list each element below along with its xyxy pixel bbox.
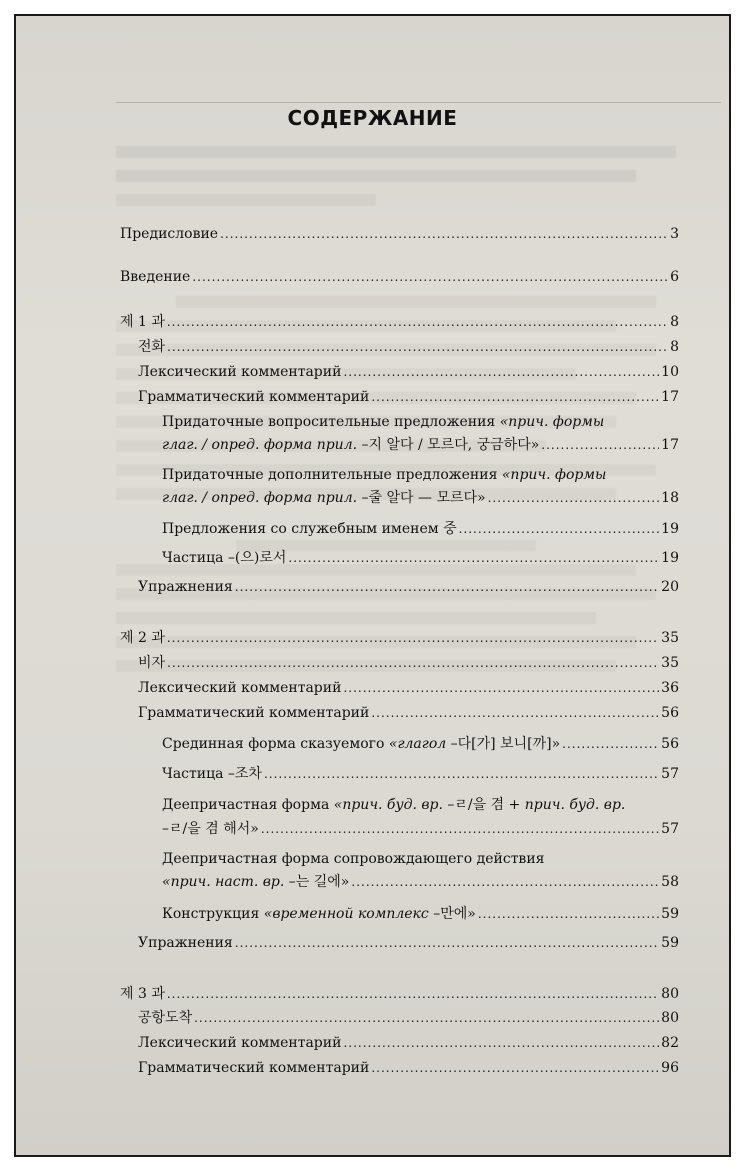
toc-page-number: 59 bbox=[661, 935, 679, 951]
entry-italic-text: «прич. буд. вр. bbox=[333, 797, 443, 813]
dot-leader bbox=[562, 734, 659, 754]
toc-entry-median-form[interactable] bbox=[162, 734, 679, 754]
toc-entry-airport-arrival[interactable] bbox=[138, 1008, 679, 1028]
dot-leader bbox=[343, 1033, 659, 1053]
dot-leader bbox=[371, 703, 659, 723]
toc-entry-particle-euroseo[interactable] bbox=[162, 548, 679, 568]
book-page bbox=[14, 14, 731, 1157]
toc-entry-exercises-2[interactable] bbox=[138, 933, 679, 953]
toc-entry-lexical-1[interactable] bbox=[138, 362, 679, 382]
toc-page-number: 57 bbox=[661, 821, 679, 837]
toc-entry-preface[interactable] bbox=[120, 224, 679, 244]
toc-entry-accompanying-action-line1[interactable] bbox=[162, 849, 544, 869]
dot-leader bbox=[288, 548, 659, 568]
toc-entry-grammar-2[interactable] bbox=[138, 703, 679, 723]
toc-entry-object-clauses-line1[interactable] bbox=[162, 465, 606, 485]
toc-page-number: 59 bbox=[661, 906, 679, 922]
toc-entry-title bbox=[162, 872, 349, 892]
toc-entry-particle-joca[interactable] bbox=[162, 764, 679, 784]
bleed-through-header-rule bbox=[116, 102, 721, 103]
toc-page-number: 56 bbox=[661, 736, 679, 752]
toc-entry-service-noun[interactable] bbox=[162, 519, 679, 539]
toc-entry-visa[interactable] bbox=[138, 653, 679, 673]
toc-entry-title: Упражнения bbox=[138, 579, 233, 595]
toc-page-number: 56 bbox=[661, 705, 679, 721]
toc-entry-title: 제 1 과 bbox=[120, 314, 165, 330]
toc-page-number: 10 bbox=[661, 364, 679, 380]
entry-italic-text: прич. буд. вр. bbox=[524, 797, 626, 813]
page-title: СОДЕРЖАНИЕ bbox=[287, 106, 458, 130]
toc-page-number: 82 bbox=[661, 1035, 679, 1051]
entry-text: Деепричастная форма сопровождающего действия bbox=[162, 851, 545, 867]
dot-leader bbox=[371, 1058, 659, 1078]
toc-page-number: 35 bbox=[661, 655, 679, 671]
toc-page-number: 8 bbox=[670, 314, 679, 330]
toc-entry-grammar-3[interactable] bbox=[138, 1058, 679, 1078]
dot-leader bbox=[343, 678, 659, 698]
toc-entry-title: Грамматический комментарий bbox=[138, 705, 370, 721]
toc-entry-interrogative-clauses-line1[interactable] bbox=[162, 412, 604, 432]
entry-italic-text: «временной комплекс bbox=[263, 906, 429, 922]
dot-leader bbox=[220, 224, 668, 244]
toc-page-number: 17 bbox=[661, 389, 679, 405]
toc-entry-lexical-2[interactable] bbox=[138, 678, 679, 698]
entry-text: Деепричастная форма bbox=[162, 797, 330, 813]
entry-text: –다[가] 보니[까]» bbox=[450, 736, 561, 752]
entry-italic-text: глаг. / опред. форма прил. bbox=[162, 490, 358, 506]
entry-italic-text: «прич. формы bbox=[501, 467, 607, 483]
toc-entry-lesson-3[interactable] bbox=[120, 984, 679, 1004]
dot-leader bbox=[343, 362, 659, 382]
toc-entry-exercises-1[interactable] bbox=[138, 577, 679, 597]
toc-entry-title: Частица –조차 bbox=[162, 766, 262, 782]
dot-leader bbox=[167, 337, 668, 357]
toc-entry-title: Лексический комментарий bbox=[138, 1035, 342, 1051]
toc-page-number: 6 bbox=[670, 269, 679, 285]
dot-leader bbox=[478, 904, 659, 924]
toc-entry-title: 전화 bbox=[138, 339, 166, 355]
toc-page-number: 8 bbox=[670, 339, 679, 355]
entry-italic-text: глаг. / опред. форма прил. bbox=[162, 437, 358, 453]
entry-italic-text: «прич. наст. вр. bbox=[162, 874, 285, 890]
toc-entry-construction-mane[interactable] bbox=[162, 904, 679, 924]
toc-entry-accompanying-action[interactable] bbox=[162, 872, 679, 892]
toc-entry-title: Введение bbox=[120, 269, 191, 285]
dot-leader bbox=[235, 933, 659, 953]
dot-leader bbox=[541, 435, 659, 455]
toc-entry-title bbox=[162, 435, 539, 455]
dot-leader bbox=[459, 519, 660, 539]
entry-text: –줄 알다 — 모르다» bbox=[361, 490, 486, 506]
toc-page-number: 80 bbox=[661, 986, 679, 1002]
dot-leader bbox=[264, 764, 659, 784]
toc-entry-introduction[interactable] bbox=[120, 267, 679, 287]
toc-entry-title: 제 2 과 bbox=[120, 630, 165, 646]
dot-leader bbox=[167, 628, 659, 648]
toc-entry-title: Упражнения bbox=[138, 935, 233, 951]
toc-page-number: 80 bbox=[661, 1010, 679, 1026]
toc-entry-interrogative-clauses[interactable] bbox=[162, 435, 679, 455]
toc-entry-gerund-form[interactable] bbox=[162, 819, 679, 839]
toc-entry-title bbox=[162, 904, 476, 924]
toc-entry-title bbox=[162, 734, 560, 754]
toc-entry-title: –ㄹ/을 겸 해서» bbox=[162, 821, 259, 837]
toc-entry-gerund-form-line1[interactable] bbox=[162, 795, 625, 815]
toc-entry-title: 공항도착 bbox=[138, 1010, 193, 1026]
toc-entry-title: Частица –(으)로서 bbox=[162, 550, 287, 566]
dot-leader bbox=[167, 312, 668, 332]
entry-text: Срединная форма сказуемого bbox=[162, 736, 385, 752]
toc-entry-title bbox=[162, 488, 486, 508]
dot-leader bbox=[488, 488, 660, 508]
dot-leader bbox=[371, 387, 659, 407]
toc-entry-title: 제 3 과 bbox=[120, 986, 165, 1002]
toc-page-number: 96 bbox=[661, 1060, 679, 1076]
toc-entry-lexical-3[interactable] bbox=[138, 1033, 679, 1053]
bleed-through-texture bbox=[116, 116, 716, 1116]
toc-entry-title: Лексический комментарий bbox=[138, 680, 342, 696]
toc-page-number: 36 bbox=[661, 680, 679, 696]
entry-text: –지 알다 / 모르다, 궁금하다» bbox=[361, 437, 540, 453]
dot-leader bbox=[192, 267, 668, 287]
entry-text: –는 길에» bbox=[288, 874, 350, 890]
toc-page-number: 20 bbox=[661, 579, 679, 595]
toc-page-number: 17 bbox=[661, 437, 679, 453]
toc-entry-lesson-1[interactable] bbox=[120, 312, 679, 332]
dot-leader bbox=[167, 984, 659, 1004]
toc-entry-grammar-1[interactable] bbox=[138, 387, 679, 407]
toc-entry-title: Предисловие bbox=[120, 226, 219, 242]
dot-leader bbox=[351, 872, 659, 892]
toc-entry-title: 비자 bbox=[138, 655, 166, 671]
toc-page-number: 3 bbox=[670, 226, 679, 242]
toc-entry-title: Грамматический комментарий bbox=[138, 389, 370, 405]
toc-entry-title: Лексический комментарий bbox=[138, 364, 342, 380]
toc-page-number: 57 bbox=[661, 766, 679, 782]
entry-text: Придаточные вопросительные предложения bbox=[162, 414, 496, 430]
dot-leader bbox=[261, 819, 659, 839]
entry-text: –ㄹ/을 겸 + bbox=[447, 797, 521, 813]
toc-page-number: 19 bbox=[661, 550, 679, 566]
entry-text: –만에» bbox=[433, 906, 476, 922]
toc-page-number: 18 bbox=[661, 490, 679, 506]
toc-entry-title: Предложения со служебным именем 중 bbox=[162, 521, 457, 537]
toc-page-number: 35 bbox=[661, 630, 679, 646]
toc-entry-object-clauses[interactable] bbox=[162, 488, 679, 508]
toc-entry-dialogue-1[interactable] bbox=[138, 337, 679, 357]
toc-entry-title: Грамматический комментарий bbox=[138, 1060, 370, 1076]
dot-leader bbox=[167, 653, 659, 673]
dot-leader bbox=[194, 1008, 659, 1028]
toc-entry-lesson-2[interactable] bbox=[120, 628, 679, 648]
toc-page-number: 19 bbox=[661, 521, 679, 537]
dot-leader bbox=[235, 577, 659, 597]
entry-italic-text: «прич. формы bbox=[499, 414, 605, 430]
entry-text: Конструкция bbox=[162, 906, 260, 922]
toc-page-number: 58 bbox=[661, 874, 679, 890]
entry-text: Придаточные дополнительные предложения bbox=[162, 467, 498, 483]
entry-italic-text: «глагол bbox=[388, 736, 447, 752]
